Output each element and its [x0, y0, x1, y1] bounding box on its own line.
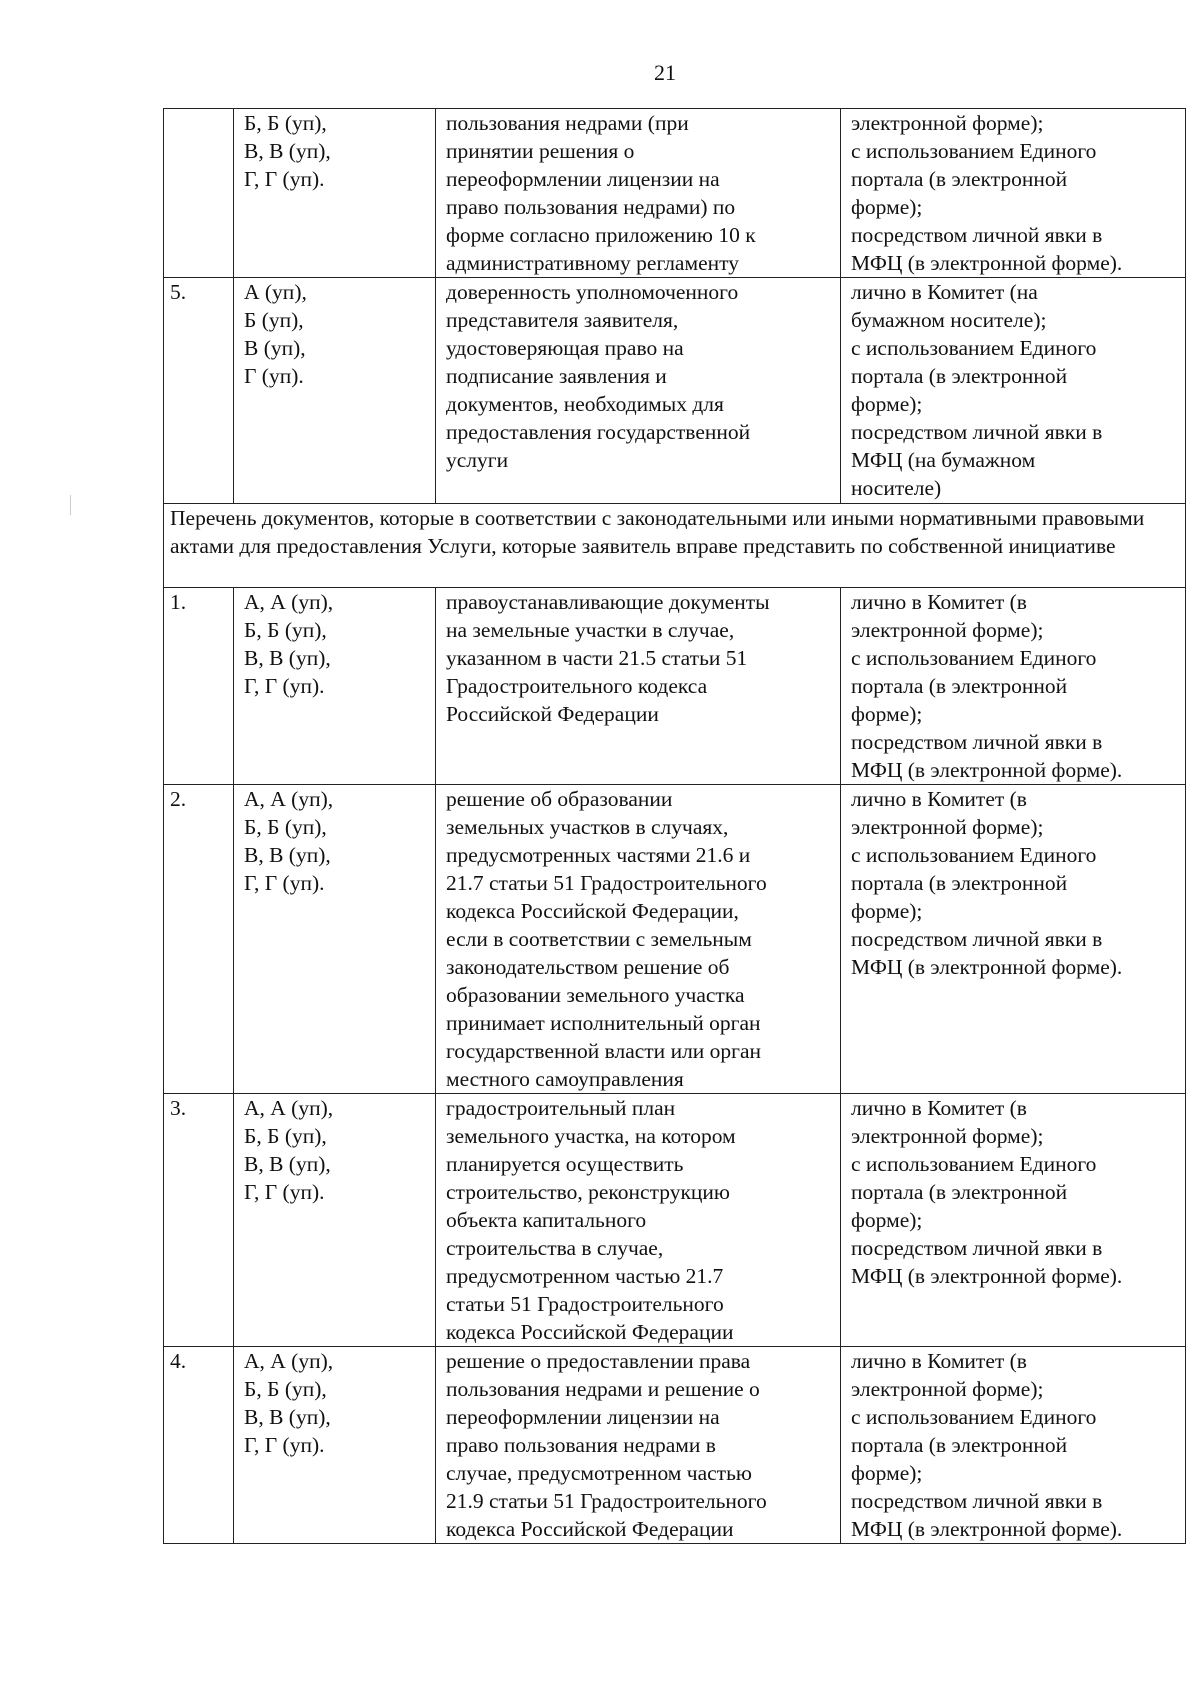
section-header-row: [164, 504, 1186, 588]
scan-artifact: [70, 495, 71, 515]
submission-method: лично в Комитет (в электронной форме); с использованием Единого портала (в электронной форме); посредством личной явки в МФЦ (в электронной форме).: [841, 1347, 1186, 1544]
document-description: градостроительный план земельного участка, на котором планируется осуществить строительство, реконструкцию объекта капитального строительства в случае, предусмотренном частью 21.7 статьи 51 Градостроительного кодекса Российской Федерации: [436, 1094, 841, 1347]
row-number: 3.: [164, 1094, 234, 1347]
submission-method: лично в Комитет (в электронной форме); с использованием Единого портала (в электронной форме); посредством личной явки в МФЦ (в электронной форме).: [841, 1094, 1186, 1347]
row-number: 1.: [164, 588, 234, 785]
row-number: 5.: [164, 278, 234, 504]
table-row: [164, 1347, 1186, 1544]
applicant-categories: А (уп), Б (уп), В (уп), Г (уп).: [234, 278, 436, 504]
document-description: пользования недрами (при принятии решения о переоформлении лицензии на право пользования недрами) по форме согласно приложению 10 к административному регламенту: [436, 109, 841, 278]
table-row: [164, 588, 1186, 785]
applicant-categories: А, А (уп), Б, Б (уп), В, В (уп), Г, Г (уп).: [234, 1347, 436, 1544]
table-row: [164, 278, 1186, 504]
applicant-categories: Б, Б (уп), В, В (уп), Г, Г (уп).: [234, 109, 436, 278]
applicant-categories: А, А (уп), Б, Б (уп), В, В (уп), Г, Г (уп).: [234, 1094, 436, 1347]
document-description: правоустанавливающие документы на земельные участки в случае, указанном в части 21.5 статьи 51 Градостроительного кодекса Российской Федерации: [436, 588, 841, 785]
row-number: [164, 109, 234, 278]
document-description: решение об образовании земельных участков в случаях, предусмотренных частями 21.6 и 21.7 статьи 51 Градостроительного кодекса Российской Федерации, если в соответствии с земельным законодательством решение об образовании земельного участка принимает исполнительный орган государственной власти или орган местного самоуправления: [436, 785, 841, 1094]
row-number: 2.: [164, 785, 234, 1094]
submission-method: лично в Комитет (на бумажном носителе); с использованием Единого портала (в электронной форме); посредством личной явки в МФЦ (на бумажном носителе): [841, 278, 1186, 504]
submission-method: лично в Комитет (в электронной форме); с использованием Единого портала (в электронной форме); посредством личной явки в МФЦ (в электронной форме).: [841, 588, 1186, 785]
table-row: [164, 109, 1186, 278]
table-row: [164, 1094, 1186, 1347]
submission-method: электронной форме); с использованием Единого портала (в электронной форме); посредством личной явки в МФЦ (в электронной форме).: [841, 109, 1186, 278]
section-header: Перечень документов, которые в соответствии с законодательными или иными нормативными правовыми актами для предоставления Услуги, которые заявитель вправе представить по собственной инициативе: [164, 504, 1186, 588]
applicant-categories: А, А (уп), Б, Б (уп), В, В (уп), Г, Г (уп).: [234, 588, 436, 785]
page-number: 21: [654, 60, 676, 85]
document-description: решение о предоставлении права пользования недрами и решение о переоформлении лицензии на право пользования недрами в случае, предусмотренном частью 21.9 статьи 51 Градостроительного кодекса Российской Федерации: [436, 1347, 841, 1544]
row-number: 4.: [164, 1347, 234, 1544]
table-row: [164, 785, 1186, 1094]
documents-table: [163, 108, 1186, 1544]
applicant-categories: А, А (уп), Б, Б (уп), В, В (уп), Г, Г (уп).: [234, 785, 436, 1094]
submission-method: лично в Комитет (в электронной форме); с использованием Единого портала (в электронной форме); посредством личной явки в МФЦ (в электронной форме).: [841, 785, 1186, 1094]
document-description: доверенность уполномоченного представителя заявителя, удостоверяющая право на подписание заявления и документов, необходимых для предоставления государственной услуги: [436, 278, 841, 504]
